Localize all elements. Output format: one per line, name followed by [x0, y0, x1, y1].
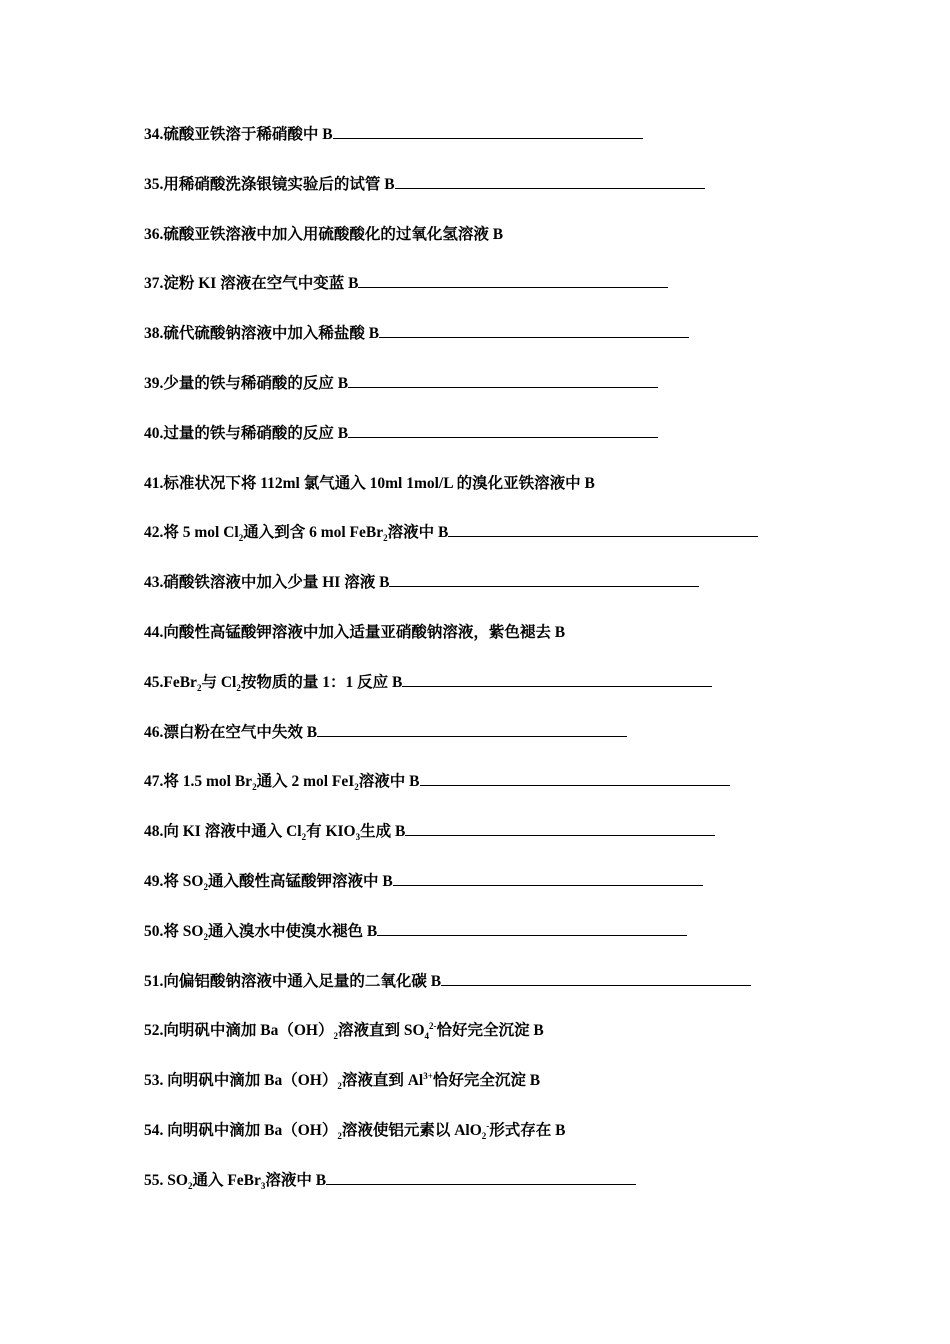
question-51 [144, 971, 864, 1021]
question-54 [144, 1120, 864, 1170]
question-text: 通入 FeBr [192, 1171, 261, 1189]
question-53 [144, 1070, 864, 1120]
question-43 [144, 572, 864, 622]
question-text: 53. 向明矾中滴加 Ba（OH） [144, 1072, 338, 1090]
question-text: 与 Cl [201, 673, 237, 691]
question-52 [144, 1020, 864, 1070]
question-text: 35.用稀硝酸洗涤银镜实验后的试管 B [144, 175, 395, 193]
answer-blank[interactable] [348, 423, 658, 438]
question-text: 有 KIO [306, 823, 356, 841]
question-text: 52.向明矾中滴加 Ba（OH） [144, 1022, 334, 1040]
answer-blank[interactable] [420, 771, 730, 786]
question-text: 46.漂白粉在空气中失效 B [144, 723, 318, 741]
question-50 [144, 921, 864, 971]
question-35 [144, 174, 864, 224]
question-text: 通入酸性高锰酸钾溶液中 B [207, 872, 393, 890]
question-text: 生成 B [360, 823, 406, 841]
question-text: 通入溴水中使溴水褪色 B [207, 922, 378, 940]
subscript: 3 [355, 832, 361, 843]
answer-blank[interactable] [448, 522, 758, 537]
answer-blank[interactable] [395, 174, 705, 189]
question-38 [144, 323, 864, 373]
question-text: 恰好完全沉淀 B [432, 1072, 541, 1090]
answer-blank[interactable] [348, 373, 658, 388]
question-text: 55. SO [144, 1171, 188, 1189]
question-text: 47.将 1.5 mol Br [144, 773, 253, 791]
question-text: 48.向 KI 溶液中通入 Cl [144, 823, 302, 841]
subscript: 2 [354, 782, 359, 793]
subscript: 2 [203, 931, 208, 942]
question-text: 36.硫酸亚铁溶液中加入用硫酸酸化的过氧化氢溶液 B [144, 225, 504, 243]
question-text: 溶液直到 SO [337, 1022, 425, 1040]
question-46 [144, 722, 864, 772]
question-text: 45.FeBr [144, 673, 197, 691]
question-text: 39.少量的铁与稀硝酸的反应 B [144, 374, 349, 392]
answer-blank[interactable] [333, 124, 643, 139]
question-text: 通入 2 mol FeI [256, 773, 355, 791]
question-41 [144, 473, 864, 523]
question-text: 恰好完全沉淀 B [436, 1022, 544, 1040]
question-text: 38.硫代硫酸钠溶液中加入稀盐酸 B [144, 325, 380, 343]
question-44 [144, 622, 864, 672]
subscript: 2 [252, 782, 257, 793]
answer-blank[interactable] [379, 323, 689, 338]
subscript: 4 [424, 1031, 430, 1042]
answer-blank[interactable] [441, 971, 751, 986]
answer-blank[interactable] [389, 572, 699, 587]
subscript: 2 [238, 533, 244, 544]
subscript: 2 [481, 1131, 487, 1142]
subscript: 2 [383, 533, 388, 544]
question-text: 51.向偏铝酸钠溶液中通入足量的二氧化碳 B [144, 972, 442, 990]
subscript: 2 [196, 682, 202, 693]
question-text: 41.标准状况下将 112ml 氯气通入 10ml 1mol/L 的溴化亚铁溶液中 B [144, 474, 595, 492]
question-text: 溶液使铝元素以 AlO [341, 1121, 482, 1139]
answer-blank[interactable] [377, 921, 687, 936]
question-text: 溶液中 B [358, 773, 420, 791]
question-text: 37.淀粉 KI 溶液在空气中变蓝 B [144, 275, 359, 293]
answer-blank[interactable] [326, 1170, 636, 1185]
subscript: 2 [337, 1081, 342, 1092]
answer-blank[interactable] [393, 871, 703, 886]
subscript: 3 [260, 1180, 266, 1191]
question-42 [144, 522, 864, 572]
answer-blank[interactable] [405, 821, 715, 836]
question-45 [144, 672, 864, 722]
superscript: - [486, 1120, 490, 1131]
question-text: 形式存在 B [489, 1121, 566, 1139]
subscript: 2 [337, 1131, 342, 1142]
subscript: 2 [187, 1180, 193, 1191]
subscript: 2 [301, 832, 307, 843]
question-37 [144, 273, 864, 323]
question-text: 按物质的量 1：1 反应 B [240, 673, 403, 691]
question-list [144, 124, 864, 1220]
subscript: 2 [236, 682, 241, 693]
subscript: 2 [203, 882, 208, 893]
question-47 [144, 771, 864, 821]
question-48 [144, 821, 864, 871]
answer-blank[interactable] [317, 722, 627, 737]
question-text: 溶液直到 Al [341, 1072, 424, 1090]
question-text: 溶液中 B [387, 524, 449, 542]
question-49 [144, 871, 864, 921]
question-text: 40.过量的铁与稀硝酸的反应 B [144, 424, 349, 442]
question-text: 34.硫酸亚铁溶于稀硝酸中 B [144, 126, 333, 143]
question-text: 50.将 SO [144, 922, 204, 940]
question-text: 54. 向明矾中滴加 Ba（OH） [144, 1121, 338, 1139]
question-55 [144, 1170, 864, 1220]
subscript: 2 [333, 1031, 338, 1042]
superscript: 2- [429, 1021, 437, 1032]
question-34 [144, 124, 864, 174]
question-text: 42.将 5 mol Cl [144, 524, 239, 542]
question-text: 43.硝酸铁溶液中加入少量 HI 溶液 B [144, 574, 390, 592]
answer-blank[interactable] [402, 672, 712, 687]
question-39 [144, 373, 864, 423]
question-text: 44.向酸性高锰酸钾溶液中加入适量亚硝酸钠溶液，紫色褪去 B [144, 623, 566, 641]
question-40 [144, 423, 864, 473]
answer-blank[interactable] [358, 273, 668, 288]
question-text: 49.将 SO [144, 872, 204, 890]
question-36 [144, 224, 864, 274]
question-text: 通入到含 6 mol FeBr [243, 524, 384, 542]
question-text: 溶液中 B [265, 1171, 327, 1189]
superscript: 3+ [423, 1070, 433, 1081]
